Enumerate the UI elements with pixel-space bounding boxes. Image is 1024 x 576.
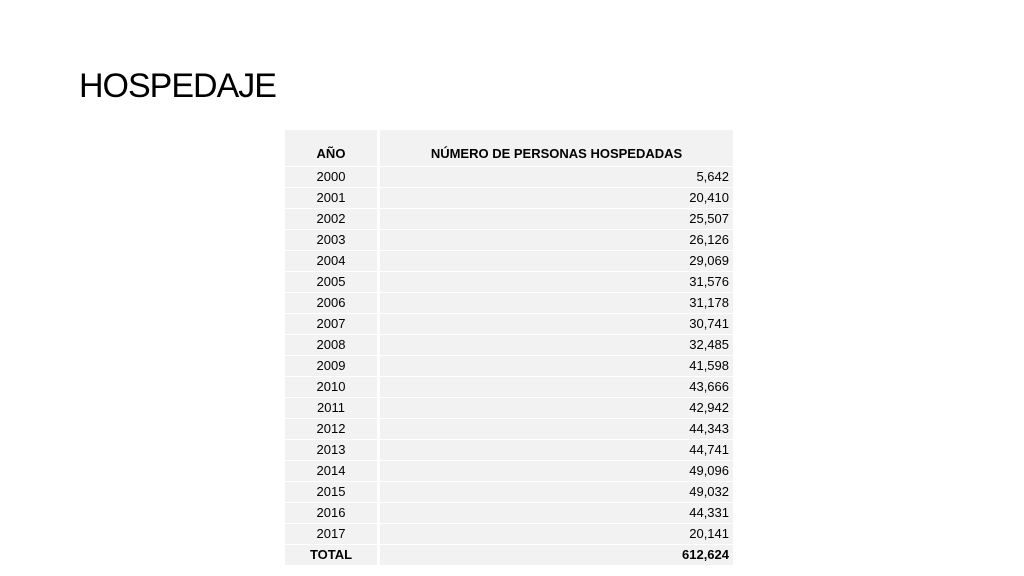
cell-persons: 31,178 — [379, 293, 734, 314]
cell-year: 2014 — [285, 461, 379, 482]
table-row — [285, 209, 733, 230]
cell-persons: 32,485 — [379, 335, 734, 356]
cell-persons: 42,942 — [379, 398, 734, 419]
table-row — [285, 251, 733, 272]
cell-persons: 20,410 — [379, 188, 734, 209]
cell-persons: 49,032 — [379, 482, 734, 503]
table-row — [285, 377, 733, 398]
header-persons: NÚMERO DE PERSONAS HOSPEDADAS — [379, 130, 734, 167]
cell-year: 2010 — [285, 377, 379, 398]
table-row — [285, 272, 733, 293]
cell-persons: 31,576 — [379, 272, 734, 293]
cell-year: 2001 — [285, 188, 379, 209]
cell-persons: 20,141 — [379, 524, 734, 545]
cell-year: 2016 — [285, 503, 379, 524]
cell-year: 2015 — [285, 482, 379, 503]
cell-persons: 43,666 — [379, 377, 734, 398]
table-row — [285, 314, 733, 335]
cell-persons: 41,598 — [379, 356, 734, 377]
table-row — [285, 524, 733, 545]
total-value: 612,624 — [379, 545, 734, 566]
cell-persons: 44,331 — [379, 503, 734, 524]
cell-persons: 30,741 — [379, 314, 734, 335]
cell-year: 2000 — [285, 167, 379, 188]
table-row — [285, 419, 733, 440]
table-row — [285, 230, 733, 251]
cell-persons: 25,507 — [379, 209, 734, 230]
table-row — [285, 356, 733, 377]
table-row — [285, 188, 733, 209]
cell-year: 2004 — [285, 251, 379, 272]
cell-year: 2012 — [285, 419, 379, 440]
data-table-container — [285, 130, 733, 566]
header-year: AÑO — [285, 130, 379, 167]
cell-year: 2009 — [285, 356, 379, 377]
table-row — [285, 482, 733, 503]
cell-persons: 44,741 — [379, 440, 734, 461]
table-total-row — [285, 545, 733, 566]
table-row — [285, 503, 733, 524]
table-row — [285, 167, 733, 188]
table-row — [285, 335, 733, 356]
table-header-row — [285, 130, 733, 167]
table-row — [285, 293, 733, 314]
cell-year: 2017 — [285, 524, 379, 545]
cell-persons: 49,096 — [379, 461, 734, 482]
total-label: TOTAL — [285, 545, 379, 566]
cell-year: 2002 — [285, 209, 379, 230]
cell-year: 2011 — [285, 398, 379, 419]
cell-year: 2003 — [285, 230, 379, 251]
cell-persons: 44,343 — [379, 419, 734, 440]
table-row — [285, 440, 733, 461]
cell-year: 2006 — [285, 293, 379, 314]
slide-title: HOSPEDAJE — [79, 67, 276, 105]
cell-year: 2008 — [285, 335, 379, 356]
table-row — [285, 398, 733, 419]
cell-persons: 26,126 — [379, 230, 734, 251]
cell-year: 2005 — [285, 272, 379, 293]
cell-persons: 29,069 — [379, 251, 734, 272]
cell-persons: 5,642 — [379, 167, 734, 188]
table-row — [285, 461, 733, 482]
cell-year: 2007 — [285, 314, 379, 335]
data-table — [285, 130, 733, 566]
cell-year: 2013 — [285, 440, 379, 461]
